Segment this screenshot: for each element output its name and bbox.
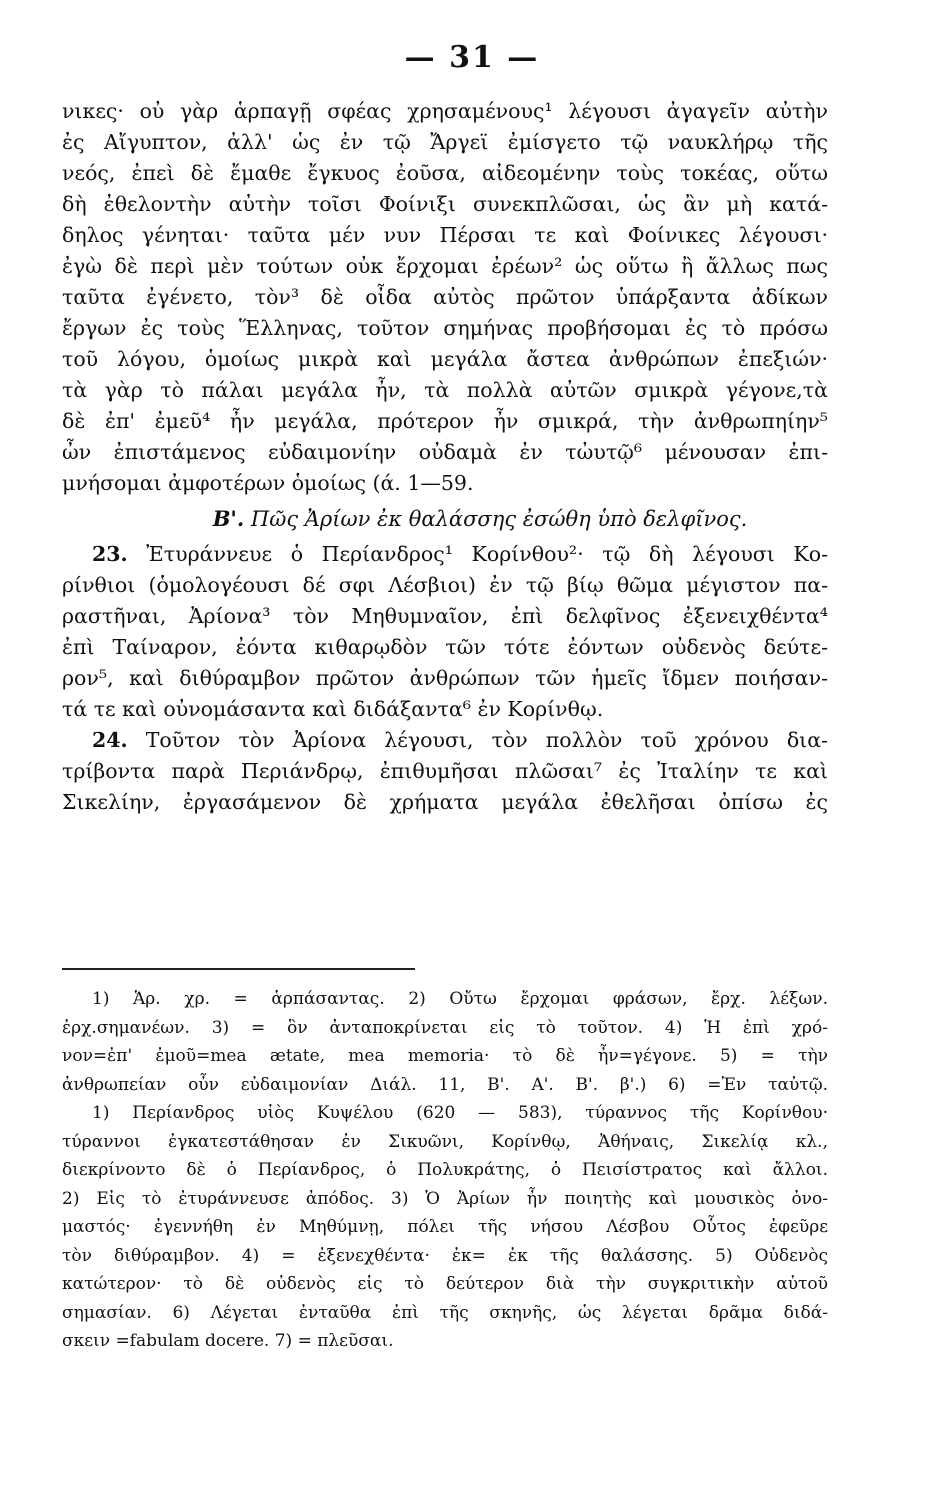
text-line: ἐγὼ δὲ περὶ μὲν τούτων οὐκ ἔρχομαι ἐρέων² ὡς οὕτω ἢ ἄλλως πως	[62, 254, 828, 278]
footnote-line: 1) Περίανδρος υἱὸς Κυψέλου (620 — 583), τύραννος τῆς Κορίνθου·	[92, 1103, 828, 1123]
section-title: Πῶς Ἀρίων ἐκ θαλάσσης ἐσώθη ὑπὸ δελφῖνος.	[250, 507, 748, 531]
footnote-line: 1) Ἁρ. χρ. = ἁρπάσαντας. 2) Οὔτω ἔρχομαι φράσων, ἔρχ. λέξων.	[92, 989, 828, 1009]
footnote-line: σημασίαν. 6) Λέγεται ἐνταῦθα ἐπὶ τῆς σκηνῆς, ὡς λέγεται δρᾶμα διδά-	[62, 1302, 828, 1323]
text-line: μνήσομαι ἀμφοτέρων ὁμοίως (ά. 1—59.	[62, 471, 474, 495]
footnote-line: νον=ἐπ' ἐμοῦ=mea ætate, mea memoria· τὸ δὲ ἦν=γέγονε. 5) = τὴν	[62, 1046, 828, 1066]
text-line: δηλος γένηται· ταῦτα μέν νυν Πέρσαι τε καὶ Φοίνικες λέγουσι·	[62, 223, 828, 247]
text-line: ραστῆναι, Ἀρίονα³ τὸν Μηθυμναῖον, ἐπὶ δελφῖνος ἐξενειχθέντα⁴	[62, 604, 828, 628]
text-segment: Τοῦτον τὸν Ἀρίονα λέγουσι, τὸν πολλὸν τοῦ χρόνου δια-	[145, 728, 828, 752]
text-line: ρίνθιοι (ὁμολογέουσι δέ σφι Λέσβιοι) ἐν τῷ βίῳ θῶμα μέγιστον πα-	[62, 573, 828, 597]
text-segment: Ἐτυράννευε ὁ Περίανδρος¹ Κορίνθου²· τῷ δὴ λέγουσι Κο-	[146, 542, 828, 566]
main-text	[62, 96, 828, 818]
page-number: — 31 —	[404, 40, 540, 75]
paragraph-23-first-line	[62, 539, 828, 570]
section-numeral: Β'.	[212, 506, 245, 531]
text-line: τά τε καὶ οὐνομάσαντα καὶ διδάξαντα⁶ ἐν Κορίνθῳ.	[62, 697, 604, 721]
footnote-line: σκειν =fabulam docere. 7) = πλεῦσαι.	[62, 1331, 394, 1351]
text-line: νεός, ἐπεὶ δὲ ἔμαθε ἔγκυος ἐοῦσα, αἰδεομένην τοὺς τοκέας, οὕτω	[62, 161, 828, 185]
footnote-line: μαστός· ἐγεννήθη ἐν Μηθύμνῃ, πόλει τῆς νήσου Λέσβου Οὗτος ἐφεῦρε	[62, 1217, 828, 1237]
text-line: Σικελίην, ἐργασάμενον δὲ χρήματα μεγάλα ἐθελῆσαι ὀπίσω ἐς	[62, 790, 828, 814]
text-line: τὰ γὰρ τὸ πάλαι μεγάλα ἦν, τὰ πολλὰ αὐτῶν σμικρὰ γέγονε,τὰ	[62, 378, 828, 402]
text-line: ὦν ἐπιστάμενος εὐδαιμονίην οὐδαμὰ ἐν τὠυτῷ⁶ μένουσαν ἐπι-	[62, 440, 828, 464]
text-line: νικες· οὐ γὰρ ἁρπαγῇ σφέας χρησαμένους¹ λέγουσι ἀγαγεῖν αὐτὴν	[62, 99, 828, 123]
text-line: ἐπὶ Ταίναρον, ἐόντα κιθαρῳδὸν τῶν τότε ἐόντων οὐδενὸς δεύτε-	[62, 635, 828, 659]
text-line: ἔργων ἐς τοὺς Ἕλληνας, τοῦτον σημήνας προβήσομαι ἐς τὸ πρόσω	[62, 316, 828, 340]
footnote-line: κατώτερον· τὸ δὲ οὐδενὸς εἰς τὸ δεύτερον διὰ τὴν συγκριτικὴν αὐτοῦ	[62, 1274, 828, 1294]
footnotes	[62, 985, 828, 1356]
section-heading	[62, 499, 828, 539]
footnote-line: διεκρίνοντο δὲ ὁ Περίανδρος, ὁ Πολυκράτης, ὁ Πεισίστρατος καὶ ἄλλοι.	[62, 1160, 828, 1180]
footnote-line: τὸν διθύραμβον. 4) = ἐξενεχθέντα· ἐκ= ἐκ τῆς θαλάσσης. 5) Οὐδενὸς	[62, 1245, 828, 1266]
paragraph-number: 24.	[92, 728, 128, 752]
text-line: ρον⁵, καὶ διθύραμβον πρῶτον ἀνθρώπων τῶν ἡμεῖς ἴδμεν ποιήσαν-	[62, 666, 828, 690]
footnote-divider	[62, 968, 415, 970]
paragraph-number: 23.	[92, 542, 128, 566]
footnote-line: τύραννοι ἐγκατεστάθησαν ἐν Σικυῶνι, Κορίνθῳ, Ἀθήναις, Σικελίᾳ κλ.,	[62, 1131, 828, 1152]
text-line: τρίβοντα παρὰ Περιάνδρῳ, ἐπιθυμῆσαι πλῶσαι⁷ ἐς Ἰταλίην τε καὶ	[62, 759, 828, 783]
paragraph-24-first-line	[62, 725, 828, 756]
footnote-line: ἀνθρωπείαν οὖν εὐδαιμονίαν Διάλ. 11, Β'. Α'. Β'. β'.) 6) =Ἐν ταὐτῷ.	[62, 1074, 828, 1095]
text-line: δὴ ἐθελοντὴν αὐτὴν τοῖσι Φοίνιξι συνεκπλῶσαι, ὡς ἂν μὴ κατά-	[62, 192, 828, 216]
footnote-line: 2) Εἰς τὸ ἐτυράννευσε ἀπόδος. 3) Ὁ Ἀρίων ἦν ποιητὴς καὶ μουσικὸς ὀνο-	[62, 1188, 828, 1209]
text-line: ἐς Αἴγυπτον, ἀλλ' ὡς ἐν τῷ Ἄργεϊ ἐμίσγετο τῷ ναυκλήρῳ τῆς	[62, 130, 828, 154]
text-line: ταῦτα ἐγένετο, τὸν³ δὲ οἶδα αὐτὸς πρῶτον ὑπάρξαντα ἀδίκων	[62, 285, 828, 309]
text-line: δὲ ἐπ' ἐμεῦ⁴ ἦν μεγάλα, πρότερον ἦν σμικρά, τὴν ἀνθρωπηίην⁵	[62, 409, 828, 433]
text-line: τοῦ λόγου, ὁμοίως μικρὰ καὶ μεγάλα ἄστεα ἀνθρώπων ἐπεξιών·	[62, 347, 828, 371]
footnote-line: ἐρχ.σημανέων. 3) = ὃν ἀνταποκρίνεται εἰς τὸ τοῦτον. 4) Ἡ ἐπὶ χρό-	[62, 1017, 828, 1038]
